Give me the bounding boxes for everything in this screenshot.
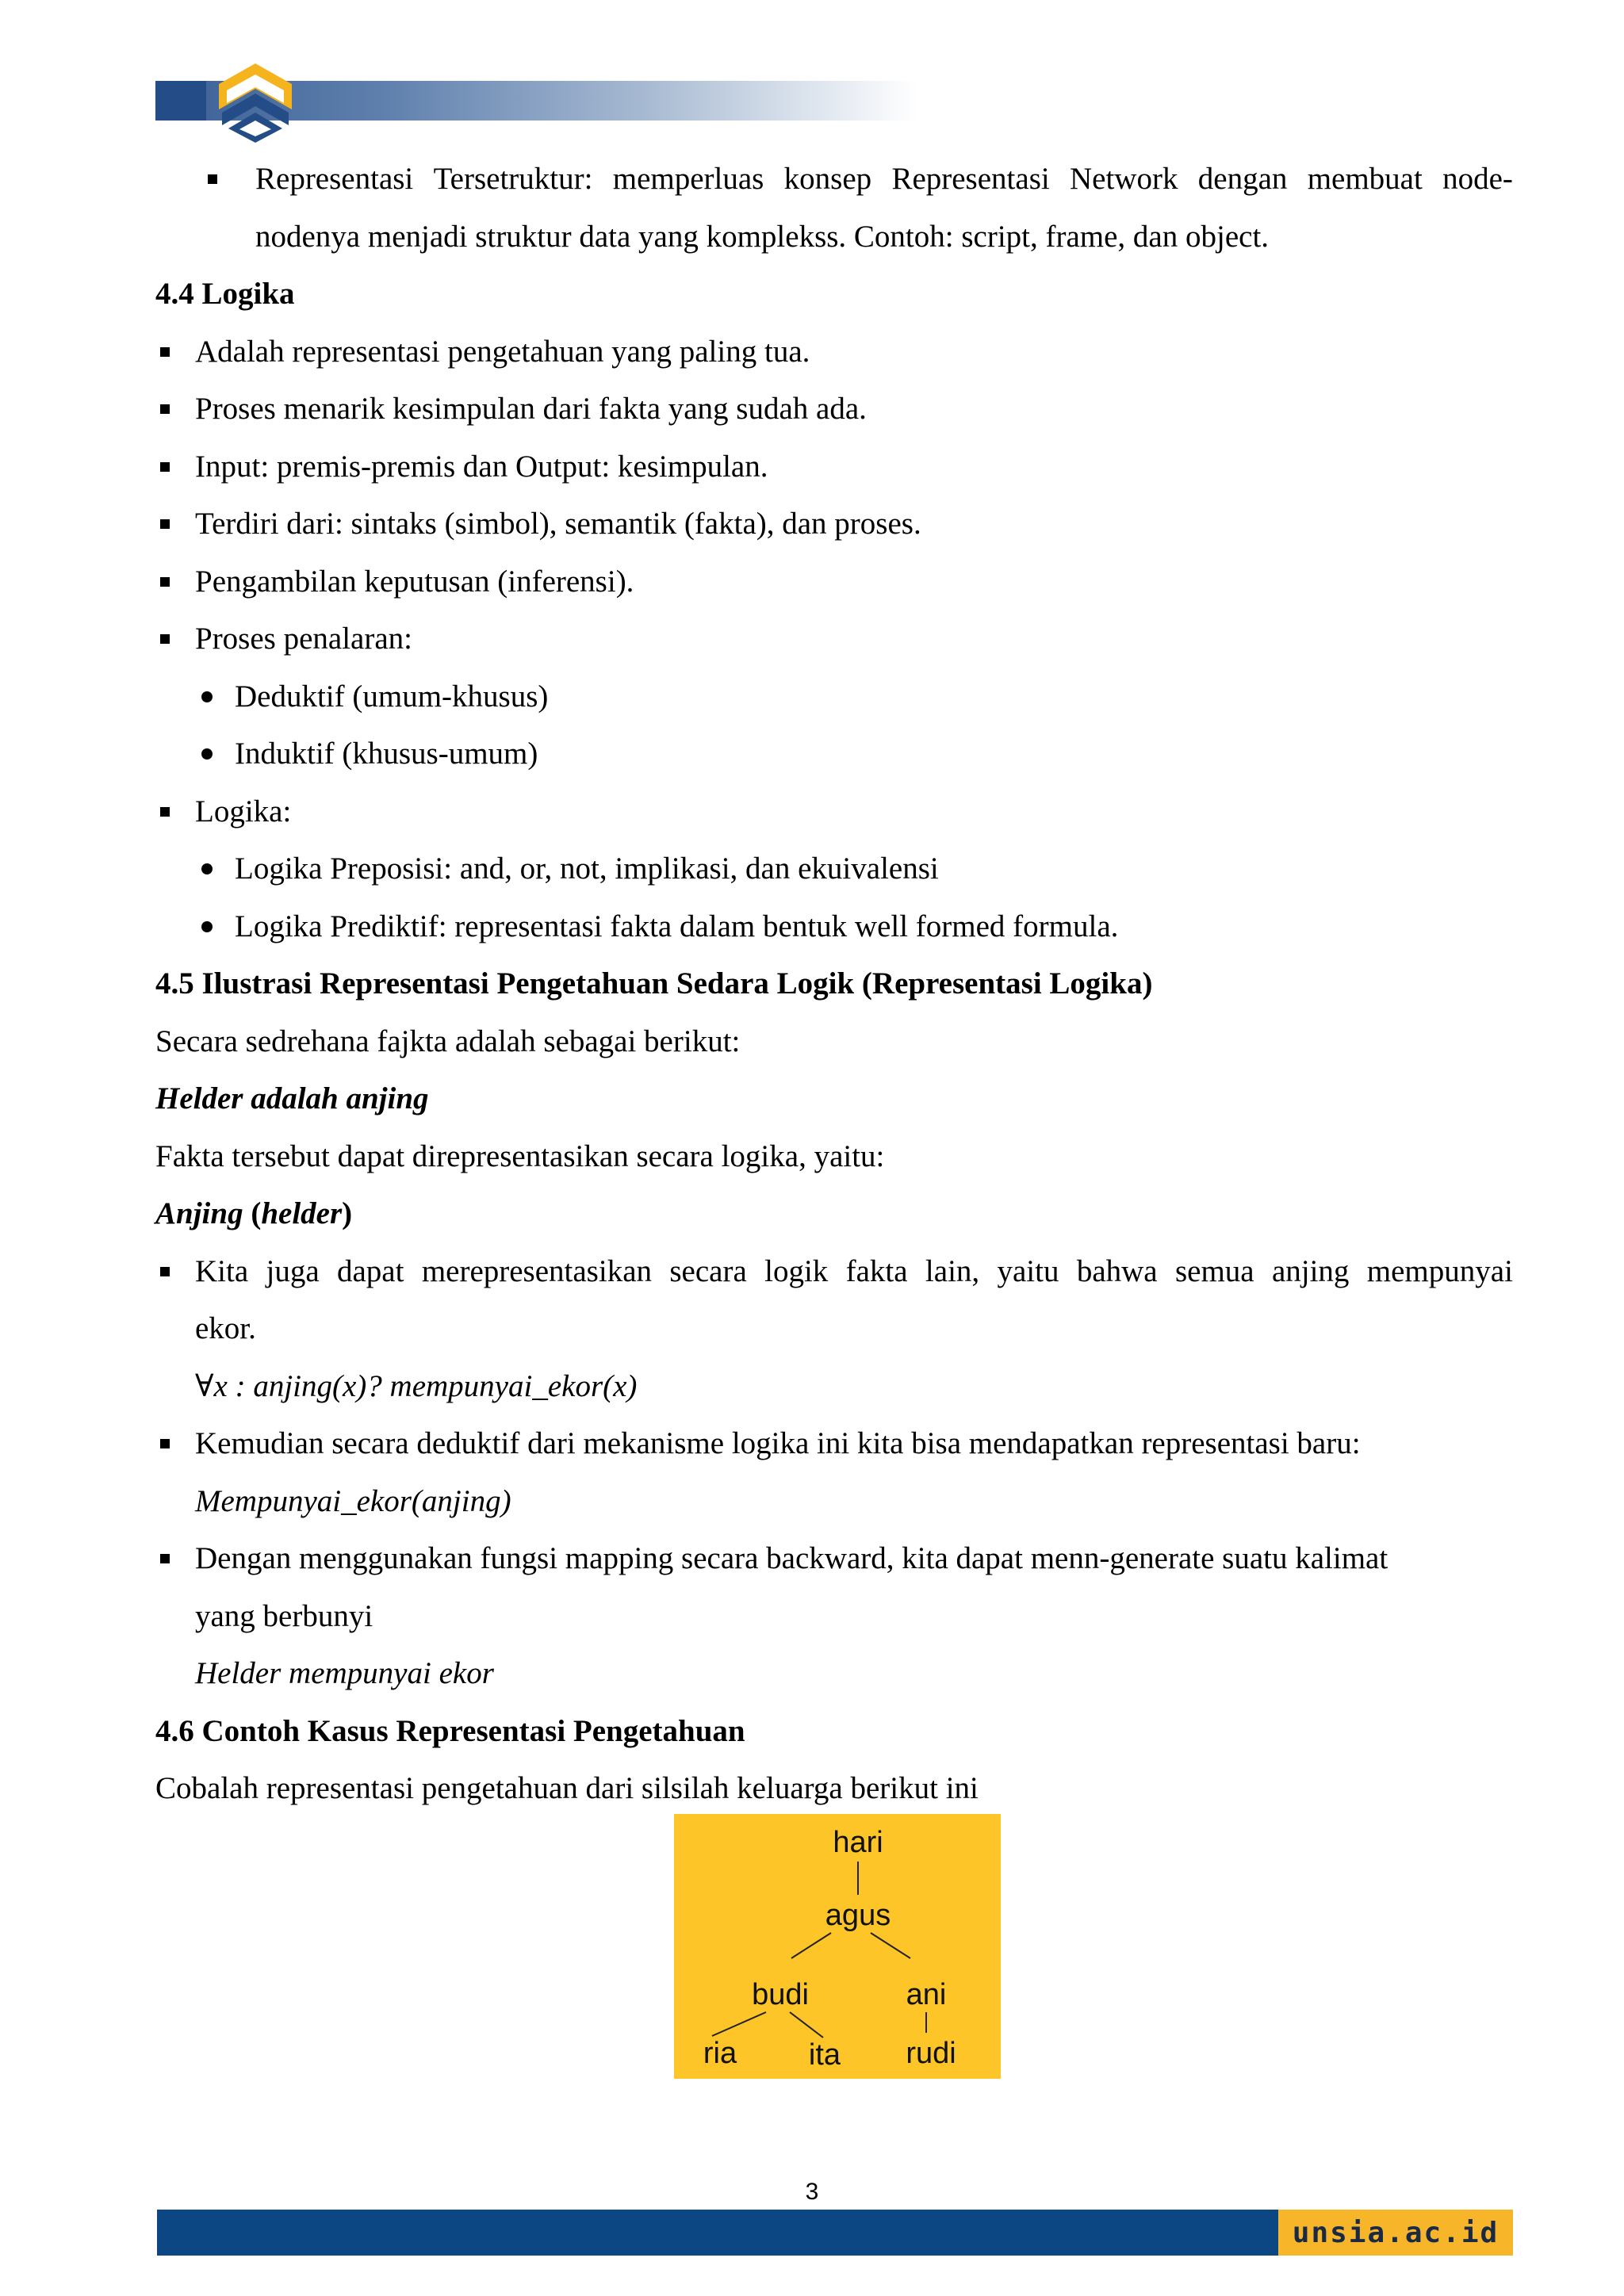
header-bar-block xyxy=(155,81,206,121)
section-heading: 4.4 Logika xyxy=(155,277,295,311)
square-bullet-icon xyxy=(160,1439,170,1448)
list-item-text: Terdiri dari: sintaks (simbol), semantik (fakta), dan proses. xyxy=(195,507,921,541)
formula-text: Helder mempunyai ekor xyxy=(195,1656,494,1690)
predicate-argument: helder xyxy=(261,1196,343,1230)
word: secara xyxy=(669,1253,747,1288)
word: logik xyxy=(764,1253,829,1288)
list-item xyxy=(155,610,1513,668)
list-item xyxy=(155,1243,1513,1301)
list-item xyxy=(155,381,1513,438)
word: semua xyxy=(1174,1253,1254,1288)
word: lain, xyxy=(925,1253,980,1288)
word: anjing xyxy=(1271,1253,1350,1288)
sub-list-item-text: Logika Preposisi: and, or, not, implikasi, dan ekuivalensi xyxy=(235,851,939,886)
word: node- xyxy=(1442,162,1513,196)
list-item xyxy=(155,151,1513,209)
word: Representasi xyxy=(255,162,414,196)
list-item-text: Logika: xyxy=(195,794,292,828)
document-body xyxy=(155,151,1513,1818)
node-ria: ria xyxy=(703,2037,737,2070)
list-item xyxy=(155,1415,1513,1473)
footer-site-text: unsia.ac.id xyxy=(1292,2216,1500,2249)
square-bullet-icon xyxy=(160,462,170,472)
edge-budi-ita xyxy=(790,2012,823,2038)
formula xyxy=(155,1473,1513,1531)
formula-text: Mempunyai_ekor(anjing) xyxy=(195,1483,511,1518)
list-item xyxy=(155,1530,1513,1588)
logic-representation xyxy=(155,1185,1513,1243)
university-logo-icon xyxy=(213,60,298,146)
list-item xyxy=(155,553,1513,611)
word: fakta xyxy=(845,1253,908,1288)
list-item-continuation xyxy=(155,1588,1513,1646)
list-item-text: yang berbunyi xyxy=(195,1598,373,1633)
word: Tersetruktur: xyxy=(433,162,593,196)
list-item-continuation xyxy=(155,1300,1513,1358)
square-bullet-icon xyxy=(208,174,217,184)
justified-line xyxy=(195,1243,1513,1301)
node-rudi: rudi xyxy=(906,2037,956,2070)
list-item xyxy=(155,496,1513,553)
justified-line xyxy=(255,151,1513,209)
section-heading: 4.6 Contoh Kasus Representasi Pengetahuan xyxy=(155,1713,745,1748)
word: membuat xyxy=(1307,162,1423,196)
node-hari: hari xyxy=(833,1826,883,1859)
square-bullet-icon xyxy=(160,577,170,587)
word: konsep xyxy=(783,162,872,196)
list-item xyxy=(155,438,1513,496)
square-bullet-icon xyxy=(160,347,170,357)
footer-site-badge xyxy=(1278,2210,1513,2256)
list-item xyxy=(155,783,1513,841)
family-tree-figure xyxy=(674,1814,1001,2079)
edge-agus-ani xyxy=(871,1933,910,1958)
paragraph: Cobalah representasi pengetahuan dari silsilah keluarga berikut ini xyxy=(155,1771,979,1805)
sub-list-item-text: Logika Prediktif: representasi fakta dalam bentuk well formed formula. xyxy=(235,909,1119,943)
edge-agus-budi xyxy=(791,1933,831,1958)
list-item-text: Input: premis-premis dan Output: kesimpulan. xyxy=(195,449,768,484)
word: dapat xyxy=(337,1253,404,1288)
list-item-text: Pengambilan keputusan (inferensi). xyxy=(195,564,634,599)
edge-budi-ria xyxy=(712,2012,766,2036)
node-agus: agus xyxy=(825,1899,891,1932)
sub-list-item xyxy=(155,840,1513,898)
word: Kita xyxy=(195,1253,249,1288)
list-item-text: Kemudian secara deduktif dari mekanisme logika ini kita bisa mendapatkan representasi baru: xyxy=(195,1426,1361,1460)
formula xyxy=(155,1358,1513,1416)
square-bullet-icon xyxy=(160,519,170,529)
word: dengan xyxy=(1197,162,1288,196)
word: Network xyxy=(1070,162,1178,196)
formula-text: ∀x : anjing(x)? mempunyai_ekor(x) xyxy=(195,1368,638,1403)
square-bullet-icon xyxy=(160,807,170,817)
node-budi: budi xyxy=(752,1978,809,2011)
close-paren: ) xyxy=(342,1196,353,1230)
round-bullet-icon xyxy=(201,748,213,760)
word: bahwa xyxy=(1076,1253,1158,1288)
family-tree-diagram xyxy=(674,1814,1001,2079)
section-heading: 4.5 Ilustrasi Representasi Pengetahuan Sedara Logik (Representasi Logika) xyxy=(155,966,1153,1001)
round-bullet-icon xyxy=(201,921,213,932)
list-item-text: ekor. xyxy=(195,1311,256,1345)
word: juga xyxy=(266,1253,320,1288)
node-ita: ita xyxy=(808,2038,841,2072)
list-item xyxy=(155,323,1513,381)
list-item-text: Proses menarik kesimpulan dari fakta yang sudah ada. xyxy=(195,392,867,426)
square-bullet-icon xyxy=(160,634,170,644)
open-paren: ( xyxy=(243,1196,262,1230)
sub-list-item-text: Deduktif (umum-khusus) xyxy=(235,679,549,714)
sub-list-item xyxy=(155,725,1513,783)
square-bullet-icon xyxy=(160,1554,170,1563)
list-item-text: Dengan menggunakan fungsi mapping secara backward, kita dapat menn-generate suatu kalimat xyxy=(195,1541,1388,1575)
round-bullet-icon xyxy=(201,863,213,874)
word: yaitu xyxy=(997,1253,1059,1288)
predicate-name: Anjing xyxy=(155,1196,243,1230)
word: mempunyai xyxy=(1366,1253,1513,1288)
footer-bar xyxy=(157,2210,1513,2256)
paragraph: Secara sedrehana fajkta adalah sebagai berikut: xyxy=(155,1024,741,1058)
list-item-text: Proses penalaran: xyxy=(195,622,412,656)
word: memperluas xyxy=(612,162,764,196)
page-number: 3 xyxy=(805,2179,819,2205)
word: Representasi xyxy=(891,162,1050,196)
list-item-continuation xyxy=(155,209,1513,266)
word: merepresentasikan xyxy=(421,1253,653,1288)
round-bullet-icon xyxy=(201,691,213,702)
list-item-text: Adalah representasi pengetahuan yang paling tua. xyxy=(195,334,810,369)
sub-list-item xyxy=(155,898,1513,956)
sub-list-item xyxy=(155,668,1513,726)
node-ani: ani xyxy=(906,1978,947,2011)
example-fact: Helder adalah anjing xyxy=(155,1081,429,1115)
square-bullet-icon xyxy=(160,1267,170,1276)
formula xyxy=(155,1645,1513,1703)
square-bullet-icon xyxy=(160,404,170,414)
sub-list-item-text: Induktif (khusus-umum) xyxy=(235,737,538,771)
paragraph-text: nodenya menjadi struktur data yang komplekss. Contoh: script, frame, dan object. xyxy=(255,219,1270,254)
paragraph: Fakta tersebut dapat direpresentasikan secara logika, yaitu: xyxy=(155,1138,885,1173)
